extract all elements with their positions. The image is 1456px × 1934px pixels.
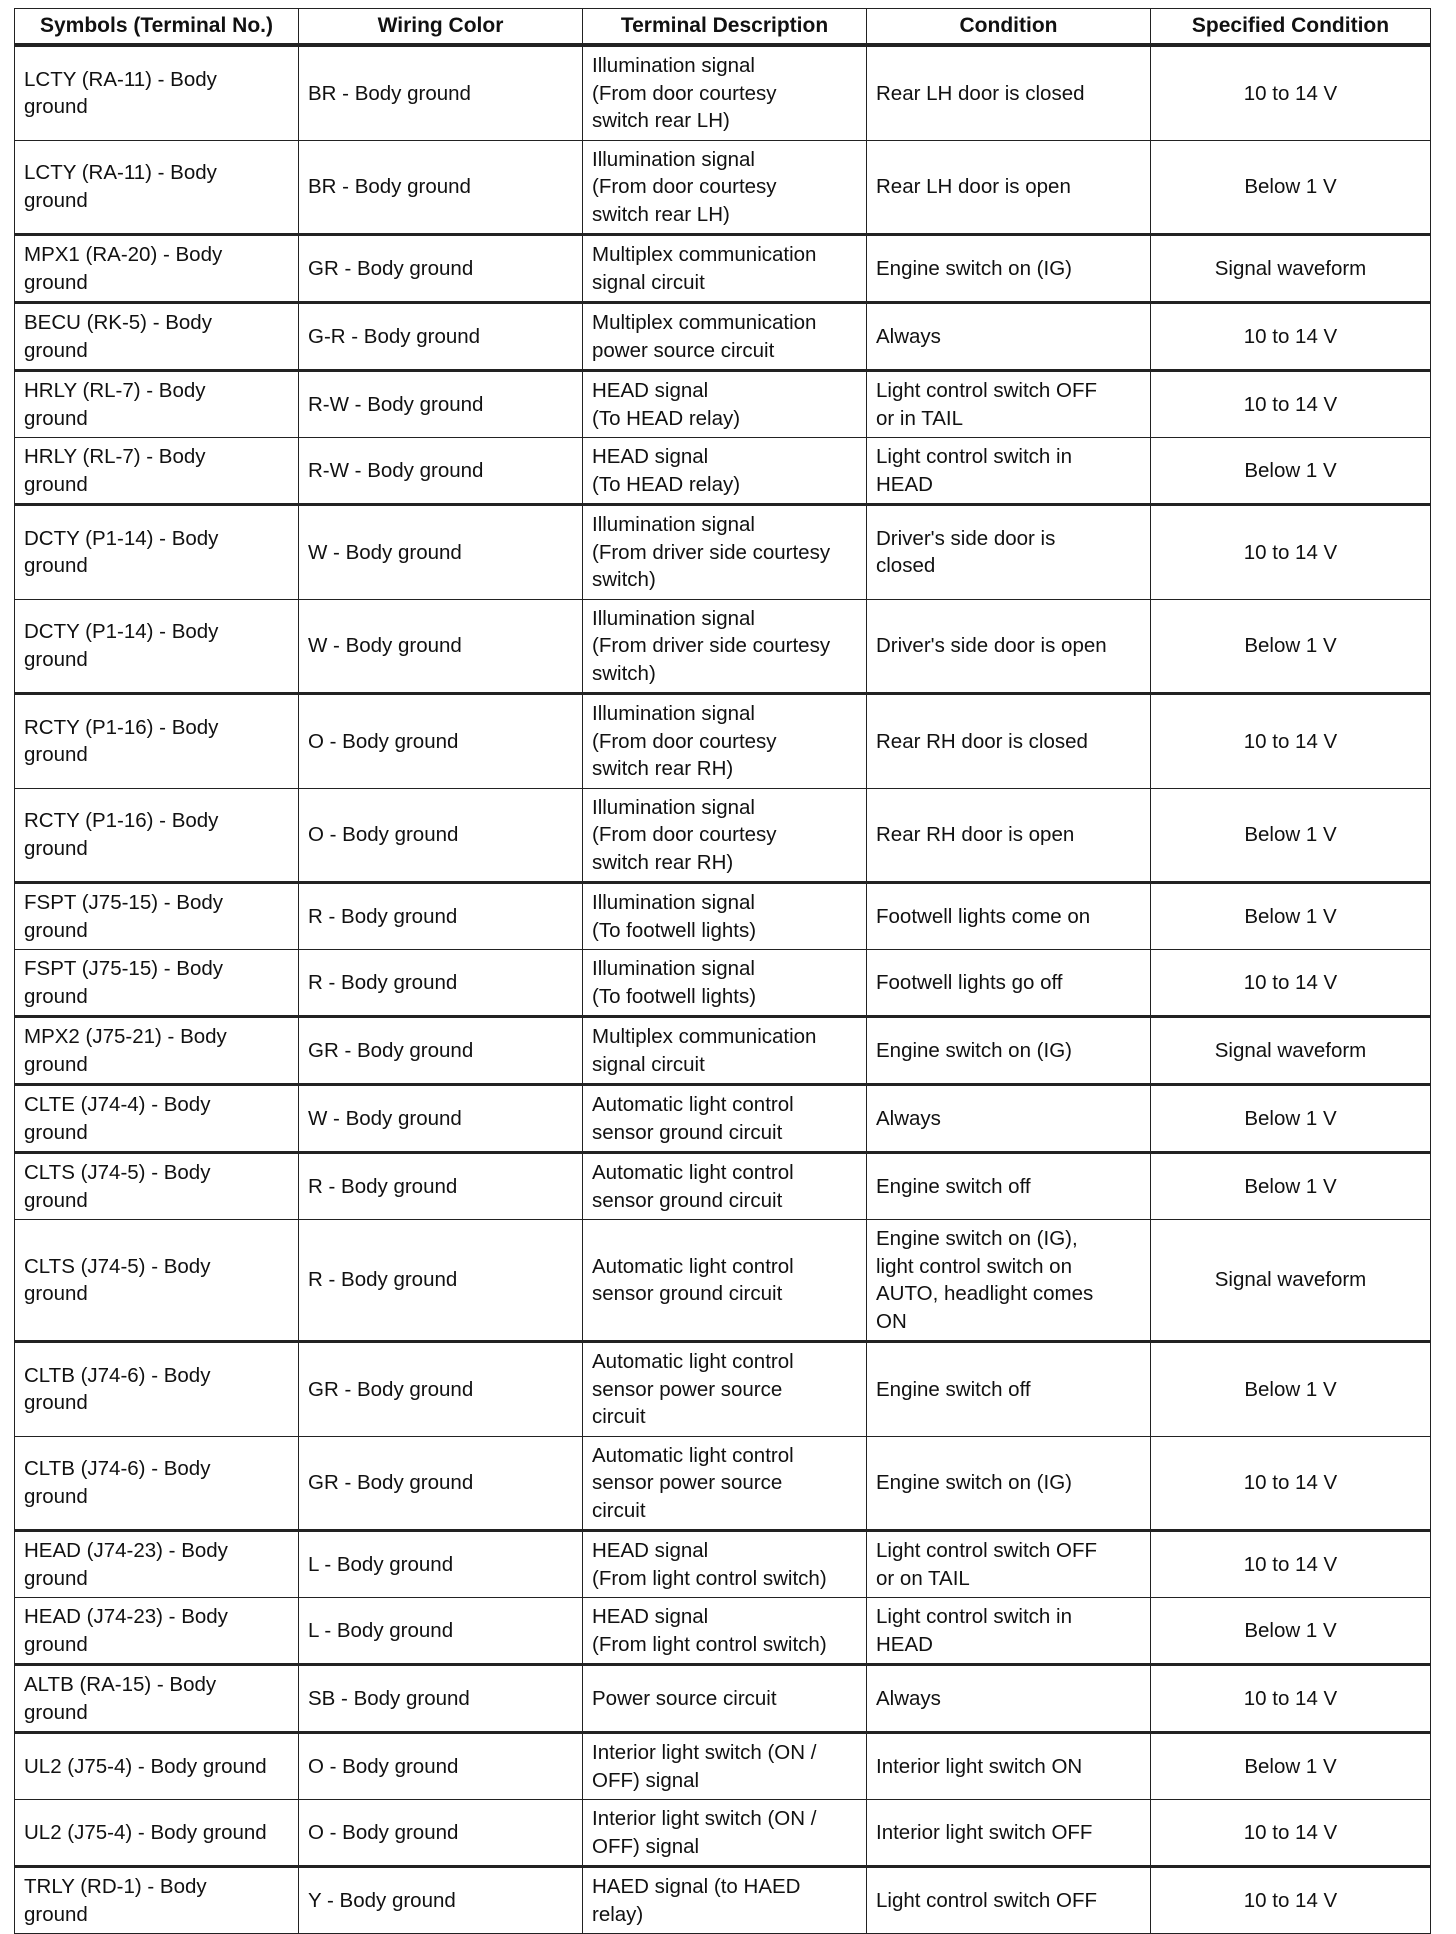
cell-specified-condition [1151,788,1431,883]
table-row [15,1153,1431,1220]
cell-condition-text: Driver's side door is closed [876,526,1056,578]
cell-condition-text: Light control switch in HEAD [876,445,1072,496]
cell-specified-condition-text: Below 1 V [1244,634,1337,657]
cell-terminal-description-text: Power source circuit [592,1686,777,1710]
cell-symbol-text: HRLY (RL-7) - Body ground [24,445,206,496]
cell-terminal-description-text: Illumination signal (To footwell lights) [592,891,757,942]
cell-condition [867,599,1151,694]
cell-terminal-description [583,235,867,303]
cell-specified-condition [1151,1017,1431,1085]
cell-specified-condition-text: Below 1 V [1244,1377,1337,1401]
cell-condition-text: Engine switch off [876,1174,1031,1198]
cell-specified-condition [1151,1665,1431,1733]
cell-symbol-text: UL2 (J75-4) - Body ground [24,1820,267,1844]
cell-wiring-color-text: GR - Body ground [308,256,474,280]
cell-terminal-description [583,1665,867,1733]
cell-wiring-color [299,1665,583,1733]
cell-wiring-color-text: GR - Body ground [308,1471,474,1494]
cell-symbol-text: BECU (RK-5) - Body ground [24,311,212,362]
cell-wiring-color [299,140,583,235]
cell-symbol-text: CLTS (J74-5) - Body ground [24,1254,211,1305]
header-terminal-description: Terminal Description [583,9,867,46]
cell-specified-condition [1151,1436,1431,1531]
cell-condition-text: Engine switch on (IG), light control switch on AUTO, headlight comes ON [876,1227,1094,1333]
cell-terminal-description [583,1017,867,1085]
cell-symbol-text: HEAD (J74-23) - Body ground [24,1539,228,1590]
cell-specified-condition-text: 10 to 14 V [1243,729,1338,753]
cell-wiring-color [299,1085,583,1153]
cell-symbol-text: CLTB (J74-6) - Body ground [24,1363,211,1415]
cell-condition-text: Rear RH door is open [876,823,1075,846]
table-row [15,883,1431,950]
cell-terminal-description [583,1342,867,1437]
cell-specified-condition [1151,950,1431,1017]
cell-symbol-text: LCTY (RA-11) - Body ground [24,67,217,119]
cell-symbol-text: LCTY (RA-11) - Body ground [24,161,217,212]
cell-condition [867,1665,1151,1733]
cell-symbol [15,1531,299,1598]
cell-terminal-description-text: Illumination signal (From driver side courtesy switch) [592,606,831,685]
cell-symbol-text: MPX2 (J75-21) - Body ground [24,1025,227,1076]
cell-condition-text: Always [876,1106,941,1130]
cell-symbol [15,140,299,235]
cell-wiring-color-text: W - Body ground [308,1106,462,1130]
cell-terminal-description-text: Automatic light control sensor ground circuit [592,1254,794,1305]
cell-terminal-description-text: Multiplex communication signal circuit [592,243,817,294]
cell-wiring-color-text: O - Body ground [308,1754,459,1778]
cell-wiring-color-text: R-W - Body ground [308,458,484,482]
terminal-inspection-sheet [14,8,1430,1934]
cell-symbol [15,371,299,438]
cell-terminal-description-text: Illumination signal (From driver side courtesy switch) [592,513,831,591]
cell-wiring-color-text: O - Body ground [308,729,459,753]
cell-condition-text: Footwell lights come on [876,904,1091,928]
cell-terminal-description-text: Illumination signal (From door courtesy switch rear RH) [592,702,777,780]
cell-symbol [15,883,299,950]
cell-terminal-description-text: HEAD signal (From light control switch) [592,1605,827,1656]
cell-wiring-color [299,1220,583,1342]
cell-terminal-description-text: Automatic light control sensor power source circuit [592,1350,794,1428]
cell-terminal-description-text: Automatic light control sensor ground circuit [592,1093,794,1144]
cell-terminal-description-text: HAED signal (to HAED relay) [592,1875,801,1926]
cell-condition [867,788,1151,883]
cell-specified-condition [1151,883,1431,950]
cell-specified-condition-text: Below 1 V [1244,823,1337,846]
table-row [15,1220,1431,1342]
cell-symbol-text: FSPT (J75-15) - Body ground [24,891,223,942]
header-symbols: Symbols (Terminal No.) [15,9,299,46]
cell-wiring-color [299,788,583,883]
cell-specified-condition-text: Below 1 V [1244,175,1337,198]
cell-specified-condition-text: 10 to 14 V [1243,540,1338,564]
table-row [15,140,1431,235]
table-body [15,45,1431,1934]
cell-condition [867,1017,1151,1085]
cell-terminal-description-text: Multiplex communication signal circuit [592,1025,817,1076]
cell-symbol [15,1598,299,1665]
cell-terminal-description-text: Illumination signal (From door courtesy switch rear RH) [592,795,777,874]
cell-condition [867,303,1151,371]
cell-symbol-text: CLTS (J74-5) - Body ground [24,1161,211,1212]
cell-wiring-color [299,1436,583,1531]
cell-wiring-color [299,505,583,600]
cell-specified-condition [1151,505,1431,600]
cell-terminal-description [583,1436,867,1531]
table-header [15,9,1431,46]
cell-terminal-description-text: Illumination signal (To footwell lights) [592,957,757,1008]
cell-specified-condition-text: Below 1 V [1244,1618,1337,1642]
cell-wiring-color [299,303,583,371]
cell-terminal-description [583,303,867,371]
cell-terminal-description [583,883,867,950]
cell-specified-condition-text: 10 to 14 V [1243,81,1338,105]
cell-specified-condition [1151,140,1431,235]
cell-wiring-color-text: R - Body ground [308,904,458,928]
cell-terminal-description [583,1800,867,1867]
cell-wiring-color-text: GR - Body ground [308,1038,474,1062]
cell-specified-condition [1151,1342,1431,1437]
cell-condition [867,1800,1151,1867]
cell-terminal-description [583,1531,867,1598]
cell-condition [867,1531,1151,1598]
cell-symbol [15,1153,299,1220]
cell-terminal-description [583,438,867,505]
table-row [15,1665,1431,1733]
cell-symbol [15,1733,299,1800]
cell-symbol [15,235,299,303]
cell-wiring-color [299,1342,583,1437]
cell-condition-text: Interior light switch ON [876,1754,1083,1778]
cell-symbol-text: UL2 (J75-4) - Body ground [24,1754,267,1778]
cell-wiring-color [299,235,583,303]
cell-wiring-color-text: L - Body ground [308,1618,454,1642]
cell-symbol-text: TRLY (RD-1) - Body ground [24,1875,207,1926]
cell-wiring-color [299,371,583,438]
cell-specified-condition-text: Below 1 V [1244,904,1337,928]
terminal-table [14,8,1431,1934]
cell-symbol-text: HRLY (RL-7) - Body ground [24,379,206,430]
cell-condition-text: Light control switch OFF [876,1888,1098,1912]
header-specified-condition: Specified Condition [1151,9,1431,46]
cell-symbol [15,438,299,505]
cell-wiring-color-text: BR - Body ground [308,175,471,198]
cell-terminal-description-text: Illumination signal (From door courtesy switch rear LH) [592,54,777,132]
cell-terminal-description-text: HEAD signal (From light control switch) [592,1539,827,1590]
cell-specified-condition [1151,371,1431,438]
table-row [15,1800,1431,1867]
cell-condition-text: Rear LH door is open [876,175,1071,198]
cell-condition-text: Rear RH door is closed [876,729,1088,753]
cell-specified-condition-text: 10 to 14 V [1243,324,1338,348]
cell-terminal-description [583,371,867,438]
cell-condition-text: Footwell lights go off [876,970,1063,994]
cell-condition [867,883,1151,950]
cell-symbol [15,1665,299,1733]
cell-terminal-description [583,1598,867,1665]
cell-specified-condition [1151,235,1431,303]
cell-symbol-text: MPX1 (RA-20) - Body ground [24,243,223,294]
cell-specified-condition-text: Below 1 V [1244,458,1337,482]
cell-symbol-text: DCTY (P1-14) - Body ground [24,526,219,578]
cell-symbol [15,303,299,371]
cell-condition-text: Engine switch on (IG) [876,1471,1072,1494]
cell-terminal-description [583,1153,867,1220]
header-wiring-color: Wiring Color [299,9,583,46]
cell-specified-condition-text: 10 to 14 V [1243,1820,1338,1844]
header-condition: Condition [867,9,1151,46]
cell-condition [867,505,1151,600]
cell-specified-condition-text: Below 1 V [1244,1174,1337,1198]
cell-terminal-description-text: HEAD signal (To HEAD relay) [592,445,741,496]
cell-symbol [15,599,299,694]
cell-specified-condition [1151,1531,1431,1598]
cell-condition-text: Always [876,1686,941,1710]
cell-wiring-color [299,1733,583,1800]
cell-symbol-text: RCTY (P1-16) - Body ground [24,809,219,860]
table-row [15,1598,1431,1665]
cell-condition-text: Interior light switch OFF [876,1820,1093,1844]
table-row [15,1733,1431,1800]
cell-wiring-color [299,1153,583,1220]
table-row [15,303,1431,371]
cell-wiring-color [299,1800,583,1867]
cell-terminal-description-text: Interior light switch (ON / OFF) signal [592,1807,817,1858]
table-row [15,1867,1431,1934]
cell-symbol [15,1436,299,1531]
cell-wiring-color-text: BR - Body ground [308,81,471,105]
cell-condition [867,1153,1151,1220]
table-row [15,45,1431,140]
cell-wiring-color-text: O - Body ground [308,1820,459,1844]
cell-condition [867,140,1151,235]
cell-condition [867,694,1151,789]
cell-wiring-color-text: R - Body ground [308,1174,458,1198]
cell-condition-text: Light control switch OFF or in TAIL [876,379,1098,430]
cell-specified-condition [1151,1220,1431,1342]
cell-wiring-color [299,1531,583,1598]
cell-terminal-description-text: Automatic light control sensor power source circuit [592,1443,794,1522]
cell-specified-condition-text: 10 to 14 V [1243,1686,1338,1710]
cell-wiring-color [299,1598,583,1665]
cell-wiring-color-text: G-R - Body ground [308,324,481,348]
cell-condition-text: Engine switch on (IG) [876,1038,1072,1062]
cell-symbol [15,1867,299,1934]
cell-specified-condition [1151,303,1431,371]
cell-wiring-color-text: Y - Body ground [308,1888,456,1912]
cell-specified-condition [1151,438,1431,505]
cell-wiring-color-text: SB - Body ground [308,1686,470,1710]
cell-terminal-description-text: Automatic light control sensor ground circuit [592,1161,794,1212]
cell-symbol-text: ALTB (RA-15) - Body ground [24,1673,217,1724]
cell-terminal-description [583,694,867,789]
cell-terminal-description [583,1867,867,1934]
cell-specified-condition-text: 10 to 14 V [1243,970,1338,994]
cell-terminal-description [583,1085,867,1153]
table-row [15,1531,1431,1598]
cell-terminal-description [583,1220,867,1342]
cell-condition [867,1867,1151,1934]
cell-condition [867,235,1151,303]
cell-specified-condition [1151,45,1431,140]
cell-condition [867,1085,1151,1153]
cell-wiring-color [299,950,583,1017]
cell-specified-condition [1151,1085,1431,1153]
cell-condition-text: Engine switch on (IG) [876,256,1072,280]
cell-wiring-color [299,45,583,140]
cell-specified-condition-text: Signal waveform [1214,1038,1367,1062]
cell-specified-condition-text: 10 to 14 V [1243,392,1338,416]
cell-terminal-description [583,1733,867,1800]
cell-terminal-description-text: Interior light switch (ON / OFF) signal [592,1741,817,1792]
cell-symbol-text: CLTB (J74-6) - Body ground [24,1457,211,1508]
cell-condition-text: Always [876,324,941,348]
cell-terminal-description-text: Multiplex communication power source circuit [592,311,817,362]
table-row [15,788,1431,883]
cell-terminal-description [583,140,867,235]
cell-specified-condition-text: 10 to 14 V [1243,1471,1338,1494]
cell-terminal-description [583,45,867,140]
cell-condition [867,45,1151,140]
cell-wiring-color [299,599,583,694]
cell-condition-text: Light control switch OFF or on TAIL [876,1539,1098,1590]
cell-terminal-description [583,505,867,600]
cell-symbol [15,1342,299,1437]
cell-condition [867,438,1151,505]
cell-terminal-description-text: Illumination signal (From door courtesy switch rear LH) [592,147,777,226]
cell-wiring-color [299,1017,583,1085]
cell-wiring-color-text: R - Body ground [308,970,458,994]
cell-symbol [15,1220,299,1342]
table-row [15,1085,1431,1153]
cell-symbol [15,1800,299,1867]
table-row [15,371,1431,438]
cell-condition [867,1733,1151,1800]
cell-symbol [15,45,299,140]
cell-wiring-color-text: W - Body ground [308,634,462,657]
cell-terminal-description [583,950,867,1017]
cell-wiring-color [299,1867,583,1934]
cell-condition-text: Rear LH door is closed [876,81,1085,105]
cell-specified-condition [1151,1733,1431,1800]
cell-specified-condition-text: Signal waveform [1214,1268,1367,1292]
cell-specified-condition-text: Below 1 V [1244,1106,1337,1130]
cell-symbol-text: RCTY (P1-16) - Body ground [24,715,219,767]
cell-symbol [15,505,299,600]
table-row [15,1436,1431,1531]
cell-wiring-color-text: R - Body ground [308,1268,458,1292]
cell-specified-condition [1151,1867,1431,1934]
table-row [15,694,1431,789]
cell-specified-condition [1151,599,1431,694]
table-row [15,438,1431,505]
cell-wiring-color-text: R-W - Body ground [308,392,484,416]
table-row [15,599,1431,694]
cell-condition [867,950,1151,1017]
cell-terminal-description [583,788,867,883]
header-row [15,9,1431,46]
cell-condition [867,1436,1151,1531]
table-row [15,1342,1431,1437]
cell-wiring-color-text: L - Body ground [308,1552,454,1576]
cell-specified-condition [1151,694,1431,789]
cell-symbol-text: FSPT (J75-15) - Body ground [24,957,223,1008]
cell-specified-condition-text: Signal waveform [1214,256,1367,280]
cell-symbol [15,788,299,883]
cell-condition [867,1220,1151,1342]
cell-wiring-color [299,438,583,505]
cell-condition [867,1342,1151,1437]
cell-symbol-text: DCTY (P1-14) - Body ground [24,620,219,671]
cell-specified-condition [1151,1153,1431,1220]
cell-specified-condition [1151,1800,1431,1867]
cell-condition-text: Light control switch in HEAD [876,1605,1072,1656]
table-row [15,235,1431,303]
cell-terminal-description [583,599,867,694]
cell-symbol-text: CLTE (J74-4) - Body ground [24,1093,211,1144]
table-row [15,505,1431,600]
cell-condition-text: Driver's side door is open [876,634,1107,657]
cell-specified-condition-text: 10 to 14 V [1243,1888,1338,1912]
cell-wiring-color-text: W - Body ground [308,540,462,564]
cell-wiring-color-text: O - Body ground [308,823,459,846]
table-row [15,1017,1431,1085]
cell-symbol [15,694,299,789]
cell-wiring-color [299,694,583,789]
cell-specified-condition [1151,1598,1431,1665]
table-row [15,950,1431,1017]
cell-symbol-text: HEAD (J74-23) - Body ground [24,1605,228,1656]
cell-terminal-description-text: HEAD signal (To HEAD relay) [592,379,741,430]
cell-condition-text: Engine switch off [876,1377,1031,1401]
cell-specified-condition-text: Below 1 V [1244,1754,1337,1778]
cell-condition [867,1598,1151,1665]
cell-wiring-color [299,883,583,950]
cell-wiring-color-text: GR - Body ground [308,1377,474,1401]
cell-condition [867,371,1151,438]
cell-specified-condition-text: 10 to 14 V [1243,1552,1338,1576]
cell-symbol [15,1085,299,1153]
cell-symbol [15,1017,299,1085]
cell-symbol [15,950,299,1017]
